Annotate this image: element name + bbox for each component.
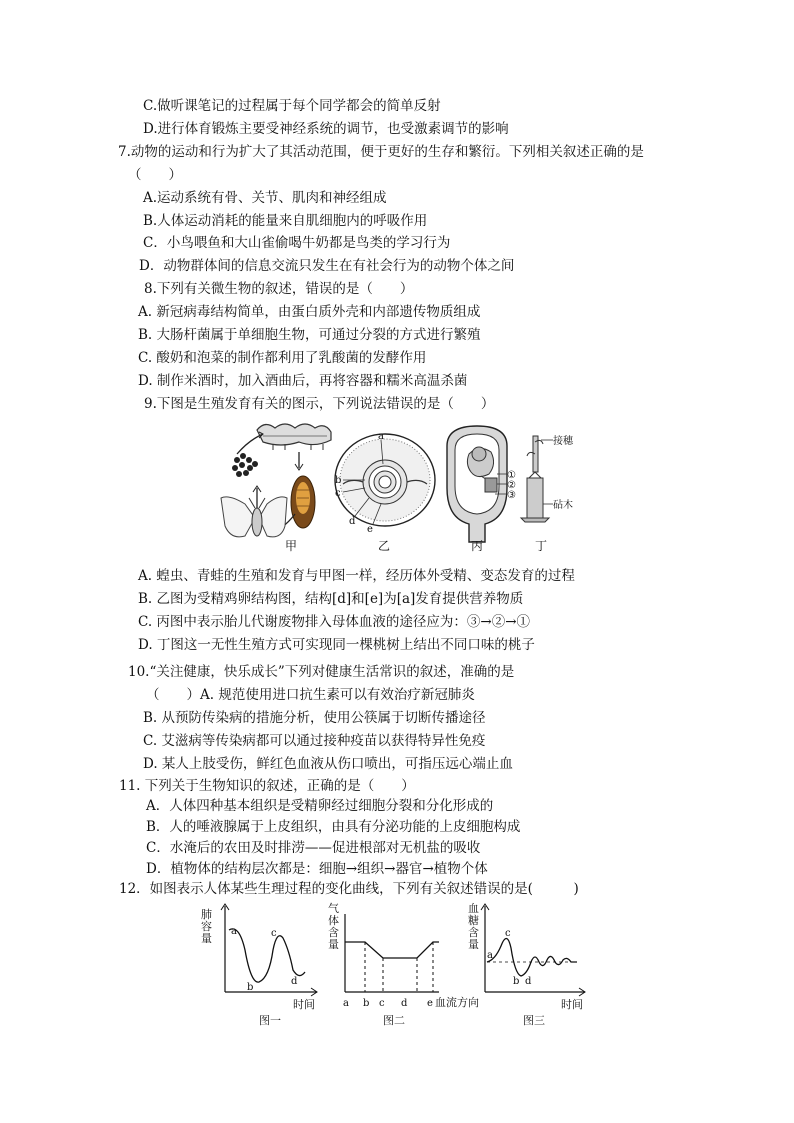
g3-xlabel: 时间 xyxy=(561,998,583,1011)
q11-option-b: B．人的唾液腺属于上皮组织，由具有分泌功能的上皮细胞构成 xyxy=(146,819,521,835)
g2-point-e: e xyxy=(427,998,433,1009)
uterus-label-1: ① xyxy=(507,470,516,481)
q10-stem: 10.“关注健康，快乐成长”下列对健康生活常识的叙述，准确的是 xyxy=(128,664,515,680)
q10-option-c: C. 艾滋病等传染病都可以通过接种疫苗以获得特异性免疫 xyxy=(143,733,486,749)
g3-point-b: b xyxy=(513,976,520,987)
graph-lung-volume xyxy=(221,904,317,996)
g3-ylabel-1: 血 xyxy=(468,902,479,915)
g3-ylabel-2: 糖 xyxy=(468,914,479,927)
g2-ylabel-1: 气 xyxy=(328,902,339,915)
g3-point-a: a xyxy=(487,950,493,961)
graph-gas-content xyxy=(345,914,439,992)
g2-xlabel: 血流方向 xyxy=(435,996,479,1009)
egg-label-c: c xyxy=(335,488,341,499)
silkworm-cycle-diagram xyxy=(221,424,331,537)
q8-stem: 8.下列有关微生物的叙述，错误的是（ ） xyxy=(144,281,414,297)
q7-option-c: C．小鸟喂鱼和大山雀偷喝牛奶都是鸟类的学习行为 xyxy=(143,235,451,251)
q6-option-d: D.进行体育锻炼主要受神经系统的调节，也受激素调节的影响 xyxy=(143,121,509,137)
q7-paren: （ ） xyxy=(128,167,182,183)
q7-option-b: B.人体运动消耗的能量来自肌细胞内的呼吸作用 xyxy=(143,213,428,229)
q7-option-a: A.运动系统有骨、关节、肌肉和神经组成 xyxy=(143,190,387,206)
g2-point-c: c xyxy=(379,998,385,1009)
g1-point-c: c xyxy=(271,928,277,939)
q10-option-d: D. 某人上肢受伤，鲜红色血液从伤口喷出，可指压远心端止血 xyxy=(143,756,513,772)
q11-option-c: C．水淹后的农田及时排涝——促进根部对无机盐的吸收 xyxy=(146,840,481,856)
g1-ylabel-3: 量 xyxy=(201,932,212,945)
g1-ylabel-2: 容 xyxy=(201,920,212,933)
g3-point-d: d xyxy=(525,976,532,987)
caption-bing: 丙 xyxy=(471,539,484,553)
g2-point-a: a xyxy=(343,998,349,1009)
q8-option-c: C. 酸奶和泡菜的制作都利用了乳酸菌的发酵作用 xyxy=(138,350,427,366)
q6-option-c: C.做听课笔记的过程属于每个同学都会的简单反射 xyxy=(143,98,441,114)
q7-stem: 7.动物的运动和行为扩大了其活动范围，便于更好的生存和繁衍。下列相关叙述正确的是 xyxy=(118,144,644,160)
q9-stem: 9.下图是生殖发育有关的图示，下列说法错误的是（ ） xyxy=(144,396,495,412)
q9-figure xyxy=(215,418,585,558)
caption-jia: 甲 xyxy=(285,539,298,553)
q10-option-b: B. 从预防传染病的措施分析，使用公筷属于切断传播途径 xyxy=(143,710,486,726)
g2-ylabel-3: 含 xyxy=(328,926,339,939)
q7-option-d: D．动物群体间的信息交流只发生在有社会行为的动物个体之间 xyxy=(139,258,515,274)
q11-stem: 11. 下列关于生物知识的叙述，正确的是（ ） xyxy=(119,778,415,794)
g1-caption: 图一 xyxy=(259,1014,281,1027)
egg-label-d: d xyxy=(349,516,356,527)
graft-label-scion: 接穗 xyxy=(553,436,573,447)
q8-option-d: D. 制作米酒时，加入酒曲后，再将容器和糯米高温杀菌 xyxy=(138,373,468,389)
q10-option-a: （ ）A. 规范使用进口抗生素可以有效治疗新冠肺炎 xyxy=(146,687,475,703)
g3-ylabel-3: 含 xyxy=(468,926,479,939)
q11-option-a: A．人体四种基本组织是受精卵经过细胞分裂和分化形成的 xyxy=(146,798,494,814)
g1-ylabel-1: 肺 xyxy=(201,908,212,921)
q8-option-a: A. 新冠病毒结构简单，由蛋白质外壳和内部遗传物质组成 xyxy=(138,304,481,320)
caption-yi: 乙 xyxy=(378,539,391,553)
q9-option-b: B. 乙图为受精鸡卵结构图，结构[d]和[e]为[a]发育提供营养物质 xyxy=(138,591,524,607)
g1-point-b: b xyxy=(247,982,254,993)
q11-option-d: D．植物体的结构层次都是：细胞→组织→器官→植物个体 xyxy=(146,861,488,877)
egg-label-b: b xyxy=(335,475,342,486)
g3-ylabel-4: 量 xyxy=(468,938,479,951)
grafting-diagram xyxy=(521,436,553,522)
q9-option-d: D. 丁图这一无性生殖方式可实现同一棵桃树上结出不同口味的桃子 xyxy=(138,637,535,653)
graph-blood-sugar xyxy=(481,904,585,996)
g2-ylabel-4: 量 xyxy=(328,938,339,951)
g1-point-a: a xyxy=(231,926,237,937)
graft-label-rootstock: 砧木 xyxy=(553,500,573,511)
q8-option-b: B. 大肠杆菌属于单细胞生物，可通过分裂的方式进行繁殖 xyxy=(138,327,481,343)
g1-point-d: d xyxy=(291,976,298,987)
q12-stem: 12．如图表示人体某些生理过程的变化曲线，下列有关叙述错误的是( ) xyxy=(119,881,579,897)
q9-option-c: C. 丙图中表示胎儿代谢废物排入母体血液的途径应为：③→②→① xyxy=(138,614,531,630)
g2-caption: 图二 xyxy=(383,1014,405,1027)
g2-point-d: d xyxy=(401,998,408,1009)
q12-figure xyxy=(195,900,595,1030)
uterus-label-3: ③ xyxy=(507,490,516,501)
g3-caption: 图三 xyxy=(523,1014,545,1027)
g2-ylabel-2: 体 xyxy=(328,914,339,927)
chicken-egg-diagram xyxy=(335,434,435,526)
q9-option-a: A. 蝗虫、青蛙的生殖和发育与甲图一样，经历体外受精、变态发育的过程 xyxy=(138,568,575,584)
egg-label-e: e xyxy=(367,524,373,535)
egg-label-a: a xyxy=(378,431,384,442)
g2-point-b: b xyxy=(363,998,370,1009)
fetus-uterus-diagram xyxy=(447,426,507,542)
caption-ding: 丁 xyxy=(535,539,548,553)
uterus-label-2: ② xyxy=(507,480,516,491)
g1-xlabel: 时间 xyxy=(293,998,315,1011)
g3-point-c: c xyxy=(505,928,511,939)
